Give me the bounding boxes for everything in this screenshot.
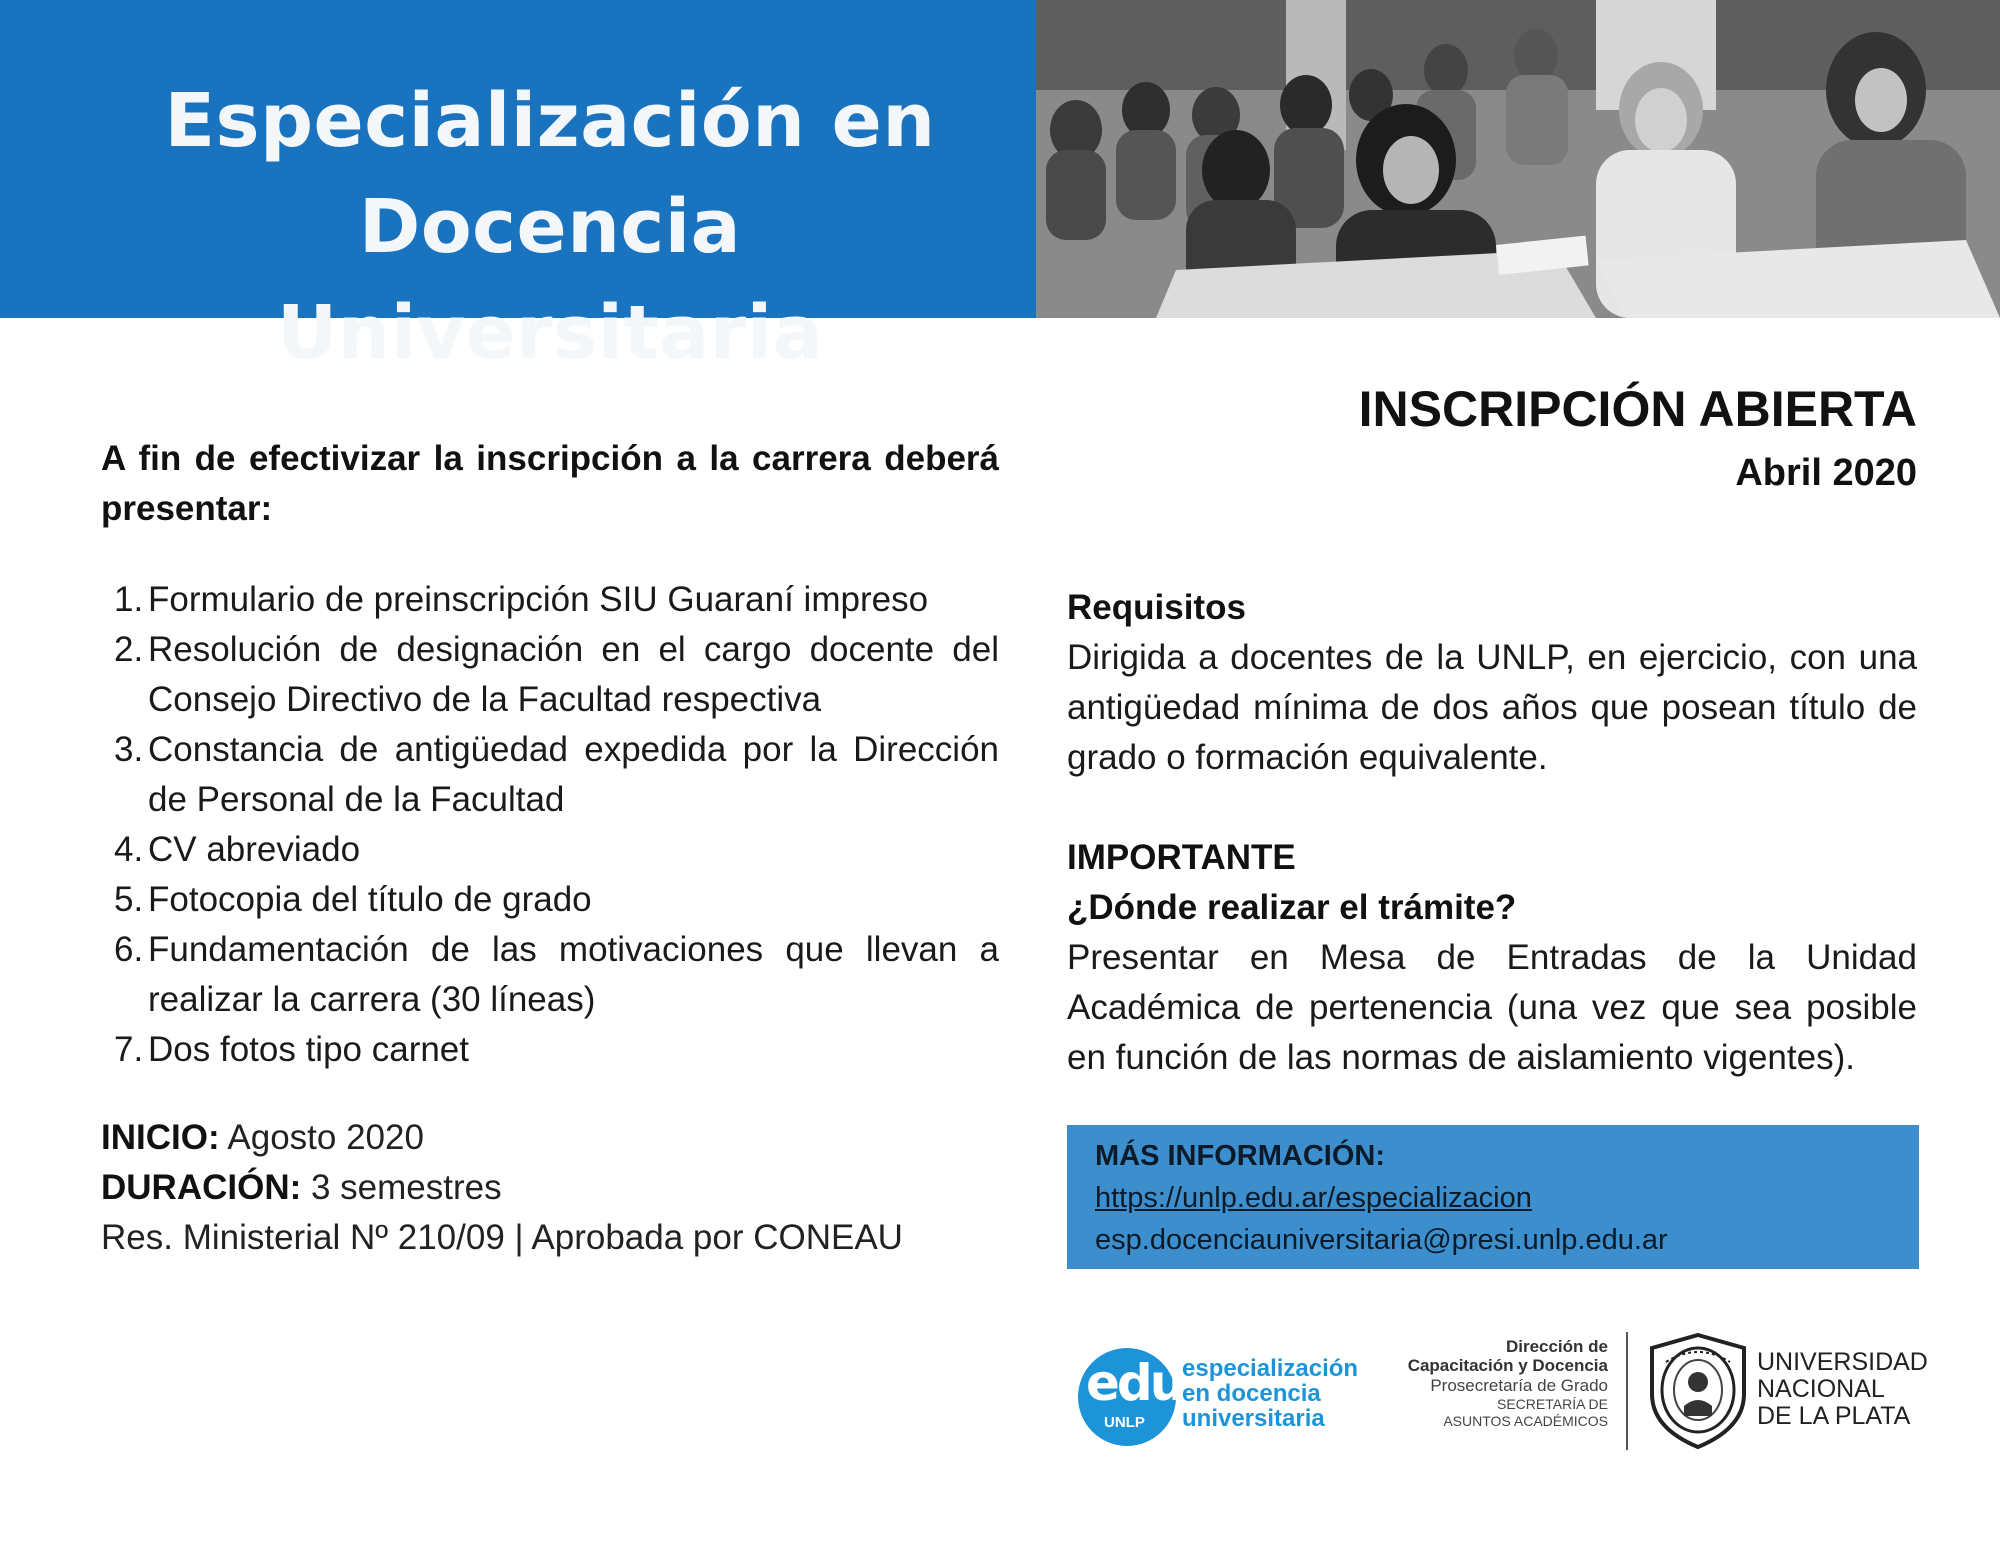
list-number: 5. (114, 880, 144, 919)
duration-line (101, 1163, 999, 1213)
registration-open-heading: INSCRIPCIÓN ABIERTA (1358, 381, 1917, 437)
where-question: ¿Dónde realizar el trámite? (1067, 888, 1517, 927)
list-number: 7. (114, 1030, 144, 1069)
start-value: Agosto 2020 (219, 1118, 424, 1157)
list-item (101, 825, 999, 875)
list-number: 2. (114, 630, 144, 669)
more-info-label: MÁS INFORMACIÓN: (1095, 1140, 1385, 1172)
direction-line-1: Dirección de (1505, 1337, 1608, 1356)
unlp-name (1757, 1349, 1928, 1430)
unlp-line-1: UNIVERSIDAD (1757, 1348, 1928, 1376)
edu-mark: edu (1086, 1354, 1183, 1412)
list-item-text: Dos fotos tipo carnet (148, 1030, 469, 1069)
list-item-text: Fundamentación de las motivaciones que llevan a realizar la carrera (30 líneas) (148, 930, 999, 1019)
list-item (101, 575, 999, 625)
header-blue-panel (0, 0, 1036, 376)
right-column (1067, 583, 1917, 1083)
duration-value: 3 semestres (301, 1168, 502, 1207)
direction-line-4: SECRETARÍA DE (1497, 1396, 1608, 1412)
registration-date: Abril 2020 (1735, 452, 1917, 494)
title-line-1: Especialización en (164, 78, 936, 164)
more-info-box (1067, 1125, 1919, 1269)
unlp-line-2: NACIONAL (1757, 1375, 1885, 1403)
requirements-list (101, 575, 999, 1075)
unlp-line-3: DE LA PLATA (1757, 1402, 1911, 1430)
page-title (100, 68, 1000, 386)
info-email[interactable]: esp.docenciauniversitaria@presi.unlp.edu.ar (1095, 1224, 1668, 1256)
list-item (101, 925, 999, 1025)
where-body: Presentar en Mesa de Entradas de la Unidad Académica de pertenencia (una vez que sea posible en función de las normas de aislamiento vigentes). (1067, 938, 1917, 1077)
edu-word-2: en docencia (1182, 1380, 1321, 1407)
title-line-2: Docencia Universitaria (276, 184, 824, 376)
list-item-text: Constancia de antigüedad expedida por la Dirección de Personal de la Facultad (148, 730, 999, 819)
list-number: 1. (114, 580, 144, 619)
info-url-link[interactable]: https://unlp.edu.ar/especializacion (1095, 1182, 1532, 1214)
edu-unlp-logo (1078, 1348, 1359, 1448)
program-details (101, 1113, 999, 1263)
list-item (101, 1025, 999, 1075)
list-item (101, 625, 999, 725)
edu-word-3: universitaria (1182, 1405, 1325, 1432)
resolution-line: Res. Ministerial Nº 210/09 | Aprobada por CONEAU (101, 1218, 903, 1257)
direction-line-3: Prosecretaría de Grado (1430, 1376, 1608, 1395)
list-item-text: CV abreviado (148, 830, 361, 869)
direction-line-5: ASUNTOS ACADÉMICOS (1443, 1413, 1608, 1429)
start-label: INICIO: (101, 1118, 220, 1157)
edu-circle (1078, 1348, 1183, 1446)
edu-word-1: especialización (1182, 1355, 1359, 1382)
list-item-text: Formulario de preinscripción SIU Guaraní impreso (148, 580, 929, 619)
direction-line-2: Capacitación y Docencia (1407, 1356, 1608, 1375)
list-item (101, 875, 999, 925)
logo-divider (1626, 1332, 1628, 1450)
spacer (1067, 783, 1917, 833)
list-item (101, 725, 999, 825)
classroom-photo (1036, 0, 2000, 318)
unlp-seal-icon (1646, 1332, 1750, 1450)
list-number: 6. (114, 930, 144, 969)
important-heading: IMPORTANTE (1067, 838, 1296, 877)
left-column (101, 434, 999, 1263)
list-number: 4. (114, 830, 144, 869)
classroom-photo-illustration (1036, 0, 2000, 318)
start-date-line (101, 1113, 999, 1163)
list-item-text: Resolución de designación en el cargo docente del Consejo Directivo de la Facultad respectiva (148, 630, 999, 719)
list-item-text: Fotocopia del título de grado (148, 880, 592, 919)
duration-label: DURACIÓN: (101, 1168, 302, 1207)
list-number: 3. (114, 730, 144, 769)
requirements-heading: Requisitos (1067, 588, 1246, 627)
requirements-body: Dirigida a docentes de la UNLP, en ejercicio, con una antigüedad mínima de dos años que posean título de grado o formación equivalente. (1067, 638, 1917, 777)
intro-text: A fin de efectivizar la inscripción a la carrera deberá presentar: (101, 439, 999, 528)
edu-unlp-text: UNLP (1104, 1414, 1145, 1431)
direction-credits (1340, 1337, 1608, 1430)
header-banner (0, 0, 2000, 376)
